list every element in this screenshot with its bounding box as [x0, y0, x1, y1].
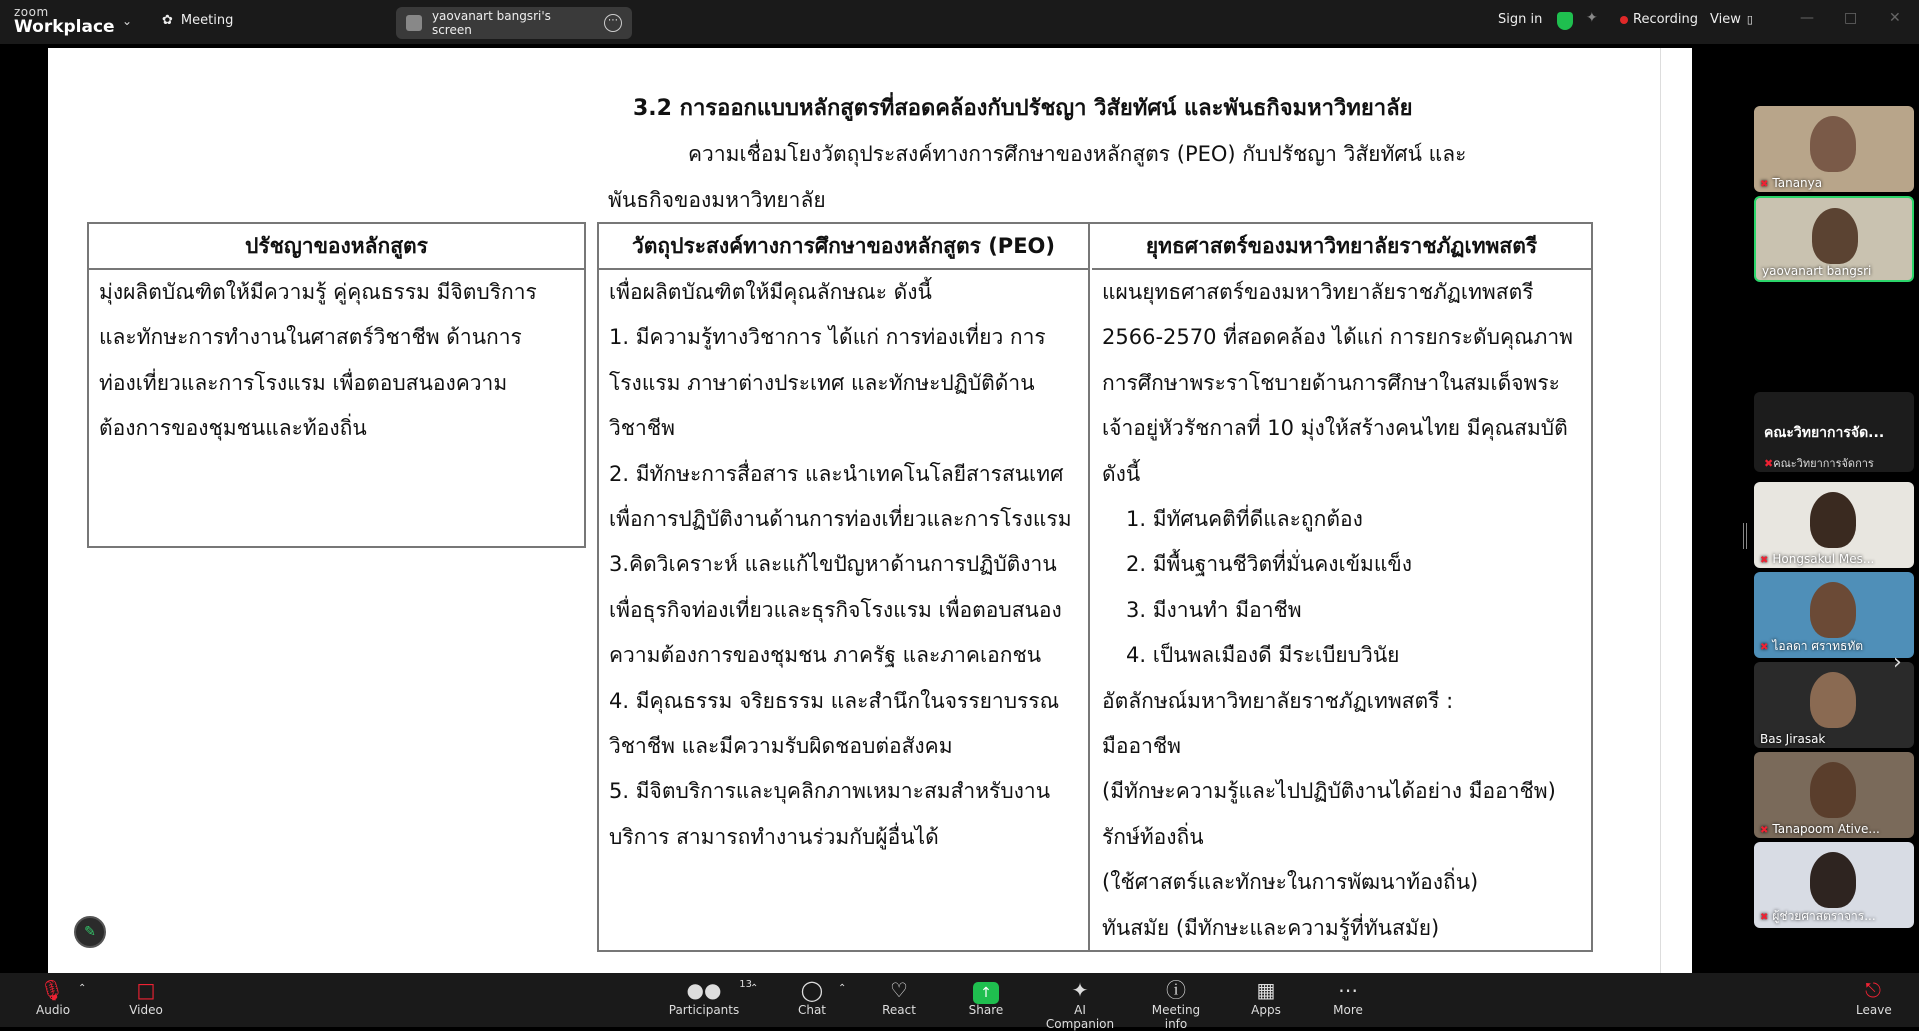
participant-count-badge: 13	[739, 979, 752, 990]
meeting-label: Meeting	[180, 13, 234, 28]
philosophy-header: ปรัชญาของหลักสูตร	[89, 224, 584, 270]
chevron-down-icon[interactable]: ⌄	[122, 14, 133, 28]
muted-mic-icon: ✖	[1760, 825, 1769, 836]
more-dots-icon: ⋯	[1338, 978, 1358, 1002]
close-icon[interactable]: ✕	[1889, 10, 1901, 26]
react-label: React	[882, 1003, 916, 1017]
participant-video	[1812, 208, 1858, 264]
strategy-column	[1092, 224, 1591, 950]
peo-line: เพื่อผลิตบัณฑิตให้มีคุณลักษณะ ดังนี้	[609, 280, 932, 304]
ai-label: AI Companion	[1045, 1003, 1115, 1031]
grid-view-icon: ▯	[1746, 13, 1753, 26]
leave-button[interactable]	[1856, 977, 1890, 1017]
react-button[interactable]	[880, 977, 918, 1017]
philosophy-table	[87, 222, 586, 548]
muted-mic-icon: ✖	[1764, 457, 1774, 470]
peo-line: 4. มีคุณธรรม จริยธรรม และสำนึกในจรรยาบรรณ	[609, 688, 1060, 713]
logo-big-text: Workplace	[14, 17, 115, 37]
participant-video	[1810, 116, 1856, 172]
logo-small-text: zoom	[14, 5, 49, 19]
strategy-line: (มีทักษะความรู้และไปปฏิบัติงานได้อย่าง มืออาชีพ)	[1102, 779, 1556, 804]
screen-share-pill[interactable]	[396, 7, 632, 39]
more-label: More	[1333, 1003, 1363, 1017]
ai-companion-button[interactable]	[1040, 977, 1120, 1031]
muted-mic-icon: ✖	[1760, 642, 1769, 653]
peo-line: วิชาชีพ และมีความรับผิดชอบต่อสังคม	[609, 734, 953, 759]
participant-name: ผู้ช่วยศาสตราจาร...	[1772, 909, 1876, 923]
video-button[interactable]	[128, 977, 164, 1017]
philosophy-body	[89, 270, 584, 452]
muted-mic-icon: ✖	[1760, 555, 1769, 566]
peo-line: 2. มีทักษะการสื่อสาร และนำเทคโนโลยีสารสนเทศ	[609, 461, 1064, 486]
view-label: View	[1710, 12, 1741, 27]
strategy-list-item: 3. มีงานทำ มีอาชีพ	[1126, 597, 1302, 622]
philosophy-line: ท่องเที่ยวและการโรงแรม เพื่อตอบสนองความ	[99, 370, 508, 395]
participant-video	[1810, 582, 1856, 638]
chat-button[interactable]	[796, 977, 828, 1017]
share-screen-icon: ↑	[973, 982, 999, 1004]
strategy-list-item: 4. เป็นพลเมืองดี มีระเบียบวินัย	[1126, 643, 1400, 668]
participant-name: Tanapoom Ative...	[1772, 822, 1880, 836]
strategy-header: ยุทธศาสตร์ของมหาวิทยาลัยราชภัฏเทพสตรี	[1092, 224, 1591, 270]
audio-button[interactable]	[36, 977, 71, 1017]
top-bar	[0, 0, 1919, 44]
video-tile-active[interactable]	[1754, 196, 1914, 282]
participants-caret-icon[interactable]: ⌃	[750, 983, 759, 994]
leave-label: Leave	[1856, 1003, 1892, 1017]
doc-intro-line1: ความเชื่อมโยงวัตถุประสงค์ทางการศึกษาของหลักสูตร (PEO) กับปรัชญา วิสัยทัศน์ และ	[688, 142, 1467, 166]
peo-line: เพื่อการปฏิบัติงานด้านการท่องเที่ยวและการโรงแรม	[609, 507, 1072, 532]
participants-label: Participants	[668, 1003, 740, 1017]
strategy-line: รักษ์ท้องถิ่น	[1102, 824, 1204, 849]
strategy-line: 2566-2570 ที่สอดคล้อง ได้แก่ การยกระดับคุณภาพ	[1102, 325, 1573, 350]
strategy-line: ทันสมัย (มีทักษะและความรู้ที่ทันสมัย)	[1102, 915, 1440, 940]
philosophy-line: มุ่งผลิตบัณฑิตให้มีความรู้ คู่คุณธรรม มีจิตบริการ	[99, 280, 537, 304]
strategy-line: อัตลักษณ์มหาวิทยาลัยราชภัฏเทพสตรี :	[1102, 688, 1454, 713]
peo-line: เพื่อธุรกิจท่องเที่ยวและธุรกิจโรงแรม เพื่อตอบสนอง	[609, 597, 1062, 622]
strategy-line: เจ้าอยู่หัวรัชกาลที่ 10 มุ่งให้สร้างคนไทย มีคุณสมบัติ	[1102, 416, 1568, 441]
video-tile[interactable]	[1754, 482, 1914, 568]
ai-sparkle-icon[interactable]: ✦	[1586, 10, 1598, 26]
meeting-info-button[interactable]	[1140, 977, 1212, 1031]
group-tile[interactable]	[1754, 392, 1914, 472]
peo-line: 1. มีความรู้ทางวิชาการ ได้แก่ การท่องเที่ยว การ	[609, 325, 1046, 350]
sharer-avatar	[406, 15, 422, 31]
security-shield-icon[interactable]	[1557, 12, 1573, 30]
peo-line: บริการ สามารถทำงานร่วมกับผู้อื่นได้	[609, 824, 939, 849]
peo-line: โรงแรม ภาษาต่างประเทศ และทักษะปฏิบัติด้าน	[609, 370, 1035, 395]
participants-button[interactable]	[668, 977, 752, 1017]
shared-screen	[48, 48, 1692, 973]
annotate-pen-icon[interactable]: ✎	[74, 916, 106, 948]
group-title: คณะวิทยาการจัด...	[1764, 425, 1885, 441]
participant-name: Tananya	[1772, 176, 1823, 190]
participants-gallery	[1692, 44, 1919, 973]
doc-intro-line2: พันธกิจของมหาวิทยาลัย	[608, 188, 826, 212]
participant-name: yaovanart bangsri	[1762, 264, 1872, 278]
peo-column	[599, 224, 1090, 950]
participant-name: Hongsakul Mes...	[1772, 552, 1875, 566]
video-tile[interactable]	[1754, 106, 1914, 192]
meeting-menu[interactable]	[162, 13, 233, 28]
participant-name: Bas Jirasak	[1760, 732, 1826, 746]
video-off-icon: □	[136, 978, 156, 1002]
panel-resize-handle[interactable]	[1743, 523, 1747, 549]
minimize-icon[interactable]: —	[1800, 10, 1814, 26]
strategy-line: (ใช้ศาสตร์และทักษะในการพัฒนาท้องถิ่น)	[1102, 870, 1479, 895]
strategy-line: การศึกษาพระราโชบายด้านการศึกษาในสมเด็จพระ	[1102, 370, 1560, 395]
peo-strategy-table	[597, 222, 1593, 952]
peo-body	[599, 270, 1088, 860]
audio-options-caret-icon[interactable]: ⌃	[78, 983, 87, 994]
more-button[interactable]	[1332, 977, 1364, 1017]
apps-label: Apps	[1251, 1003, 1281, 1017]
philosophy-line: และทักษะการทำงานในศาสตร์วิชาชีพ ด้านการ	[99, 325, 522, 350]
participant-video	[1810, 762, 1856, 818]
info-icon: ⓘ	[1166, 978, 1186, 1002]
group-subtitle: คณะวิทยาการจัดการ	[1773, 457, 1874, 470]
maximize-icon[interactable]: □	[1844, 10, 1858, 26]
strategy-line: ดังนี้	[1102, 461, 1141, 486]
ai-sparkle-icon: ✦	[1071, 978, 1089, 1002]
audio-label: Audio	[36, 1003, 71, 1017]
peo-line: 5. มีจิตบริการและบุคลิกภาพเหมาะสมสำหรับงาน	[609, 779, 1051, 804]
doc-scrollbar[interactable]	[1660, 48, 1692, 973]
mic-muted-icon: 🎙	[39, 978, 65, 1002]
leave-icon: ⎋	[1865, 978, 1881, 1002]
chat-label: Chat	[797, 1003, 827, 1017]
recording-label: Recording	[1633, 12, 1699, 27]
strategy-line: แผนยุทธศาสตร์ของมหาวิทยาลัยราชภัฏเทพสตรี	[1102, 280, 1534, 304]
heart-icon: ♡	[890, 978, 908, 1002]
view-menu[interactable]	[1710, 12, 1753, 27]
participant-video	[1810, 672, 1856, 728]
peo-line: วิชาชีพ	[609, 416, 675, 441]
share-label: Share	[968, 1003, 1004, 1017]
chat-icon: ◯	[800, 978, 824, 1002]
strategy-body	[1092, 270, 1591, 951]
zoom-logo	[14, 6, 115, 36]
participant-video	[1810, 852, 1856, 908]
more-options-icon[interactable]: ⋯	[604, 14, 622, 32]
muted-mic-icon: ✖	[1760, 912, 1769, 923]
recording-indicator[interactable]	[1620, 12, 1698, 27]
video-label: Video	[129, 1003, 163, 1017]
video-tile[interactable]	[1754, 842, 1914, 928]
video-tile[interactable]	[1754, 752, 1914, 838]
philosophy-line: ต้องการของชุมชนและท้องถิ่น	[99, 416, 367, 441]
strategy-list-item: 1. มีทัศนคติที่ดีและถูกต้อง	[1126, 507, 1363, 532]
chevron-right-icon[interactable]: ›	[1893, 650, 1902, 675]
sign-in-link[interactable]: Sign in	[1498, 12, 1543, 27]
participant-video	[1810, 492, 1856, 548]
apps-icon: ▦	[1256, 978, 1276, 1002]
participants-icon: ●●	[686, 978, 722, 1002]
muted-mic-icon: ✖	[1760, 179, 1769, 190]
video-tile[interactable]	[1754, 572, 1914, 658]
peo-line: ความต้องการของชุมชน ภาครัฐ และภาคเอกชน	[609, 643, 1042, 668]
share-button[interactable]	[968, 977, 1004, 1017]
meeting-info-label: Meeting info	[1151, 1003, 1201, 1031]
meeting-toolbar	[0, 973, 1919, 1031]
paw-icon: ✿	[162, 13, 173, 28]
strategy-line: มืออาชีพ	[1102, 734, 1181, 759]
peo-line: 3.คิดวิเคราะห์ และแก้ไขปัญหาด้านการปฏิบัติงาน	[609, 552, 1057, 577]
peo-header: วัตถุประสงค์ทางการศึกษาของหลักสูตร (PEO)	[599, 224, 1088, 270]
participant-name: ไอลดา ศราทธทัต	[1772, 639, 1864, 653]
apps-button[interactable]	[1250, 977, 1282, 1017]
video-tile[interactable]	[1754, 662, 1914, 748]
screen-owner-label: yaovanart bangsri's screen	[431, 9, 551, 37]
strategy-list-item: 2. มีพื้นฐานชีวิตที่มั่นคงเข้มแข็ง	[1126, 552, 1413, 577]
record-dot-icon	[1620, 16, 1628, 24]
chat-caret-icon[interactable]: ⌃	[838, 983, 847, 994]
doc-heading: 3.2 การออกแบบหลักสูตรที่สอดคล้องกับปรัชญา วิสัยทัศน์ และพันธกิจมหาวิทยาลัย	[633, 96, 1413, 121]
